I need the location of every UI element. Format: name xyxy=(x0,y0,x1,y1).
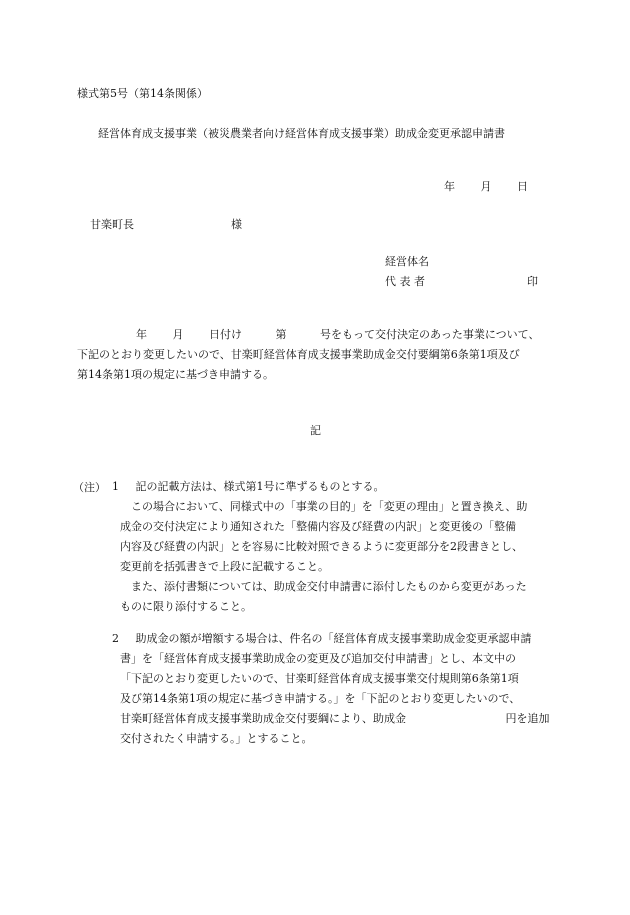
note-1-text: 記の記載方法は、様式第1号に準ずるものとする。 xyxy=(135,480,385,493)
applicant-rep-label: 代 表 者 xyxy=(385,275,425,288)
date-month-label: 月 xyxy=(480,180,492,193)
body-fill-line xyxy=(77,325,539,345)
notes-label: （注） xyxy=(73,481,106,494)
note-1-line: 変更前を括弧書きで上段に記載すること。 xyxy=(120,560,329,573)
addressee-name: 甘楽町長 xyxy=(90,218,134,231)
note-2-yen: 円を追加 xyxy=(505,712,550,725)
note-2-line: 「下記のとおり変更したいので、甘楽町経営体育成支援事業交付規則第6条第1項 xyxy=(120,672,519,685)
date-year-label: 年 xyxy=(444,180,455,193)
body-dated: 日付け xyxy=(209,328,242,341)
applicant-org-label: 経営体名 xyxy=(385,255,429,268)
body-no-suffix: 号をもって交付決定のあった事業について、 xyxy=(320,328,540,341)
note-2-line: 甘楽町経営体育成支援事業助成金交付要綱により、助成金 xyxy=(120,712,406,725)
body-paragraph xyxy=(77,325,539,385)
note-2-line: 書」を「経営体育成支援事業助成金の変更及び追加交付申請書」とし、本文中の xyxy=(120,652,516,665)
date-line xyxy=(444,181,528,192)
note-2-line: 及び第14条第1項の規定に基づき申請する。」を「下記のとおり変更したいので、 xyxy=(120,692,521,705)
body-no-prefix: 第 xyxy=(275,328,287,341)
body-month: 月 xyxy=(172,328,184,341)
date-day-label: 日 xyxy=(517,180,528,193)
note-2-yen-line xyxy=(120,709,550,729)
note-1 xyxy=(112,477,527,617)
addressee-honorific: 様 xyxy=(231,218,242,231)
body-line-2: 下記のとおり変更したいので、甘楽町経営体育成支援事業助成金交付要綱第6条第1項及び xyxy=(77,348,520,361)
body-year: 年 xyxy=(136,328,147,341)
note-2-last-line: 交付されたく申請する。」とすること。 xyxy=(120,732,313,745)
document-title: 経営体育成支援事業（被災農業者向け経営体育成支援事業）助成金変更承認申請書 xyxy=(98,127,505,140)
note-2-number: 2 xyxy=(112,632,119,645)
body-line-3: 第14条第1項の規定に基づき申請する。 xyxy=(77,368,274,381)
note-2 xyxy=(112,629,550,749)
note-2-first-line xyxy=(112,629,550,649)
note-1-first-line xyxy=(112,477,527,497)
note-2-text: 助成金の額が増額する場合は、件名の「経営体育成支援事業助成金変更承認申請 xyxy=(135,632,532,645)
note-1-number: 1 xyxy=(112,480,119,493)
note-1-line: この場合において、同様式中の「事業の目的」を「変更の理由」と置き換え、助 xyxy=(131,500,528,513)
ki-heading: 記 xyxy=(310,424,321,437)
form-number: 様式第5号（第14条関係） xyxy=(77,87,208,100)
applicant-seal: 印 xyxy=(527,275,538,288)
note-1-line: また、添付書類については、助成金交付申請書に添付したものから変更があった xyxy=(131,580,527,593)
note-1-line: ものに限り添付すること。 xyxy=(120,600,252,613)
note-1-line: 成金の交付決定により通知された「整備内容及び経費の内訳」と変更後の「整備 xyxy=(120,520,516,533)
note-1-line: 内容及び経費の内訳」とを容易に比較対照できるように変更部分を2段書きとし、 xyxy=(120,540,523,553)
